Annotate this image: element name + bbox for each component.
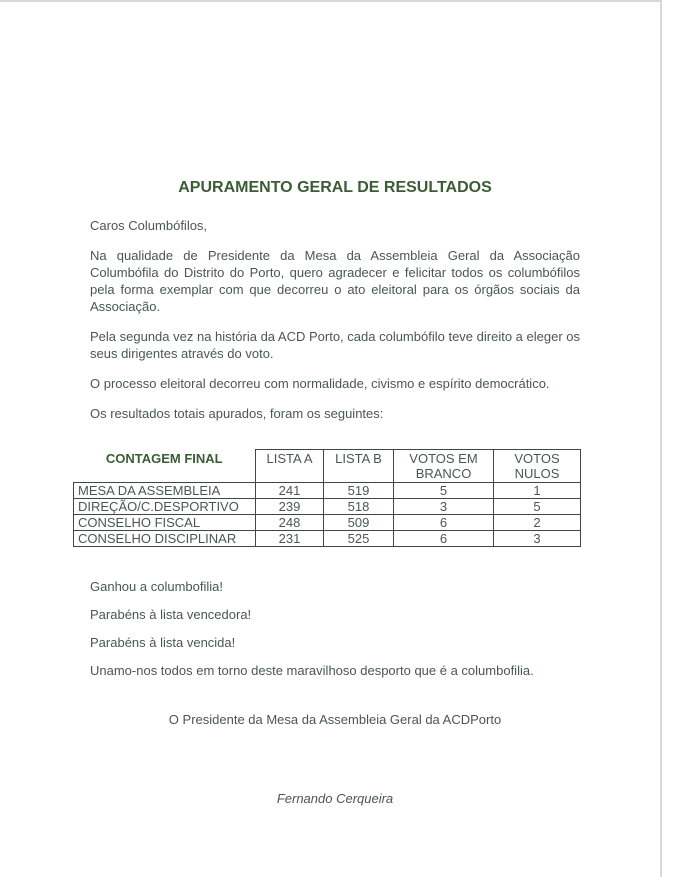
cell-value: 518 [324,499,394,515]
row-label: CONSELHO DISCIPLINAR [74,531,256,547]
cell-value: 519 [324,483,394,499]
page-title: APURAMENTO GERAL DE RESULTADOS [178,179,492,196]
paragraph-intro: Na qualidade de Presidente da Mesa da Assembleia Geral da Associação Columbófila do Distrito do Porto, quero agradecer e felicitar todos os columbófilos pela forma exemplar com que decorreu o ato eleitoral para os órgãos sociais da Associação. [90,248,580,314]
row-label: MESA DA ASSEMBLEIA [74,483,256,499]
cell-value: 525 [324,531,394,547]
column-header-lista-a: LISTA A [256,450,324,483]
signoff-role: O Presidente da Mesa da Assembleia Geral da ACDPorto [168,712,502,727]
table-header-row [74,450,581,483]
table-row [74,515,581,531]
paragraph-results-lead: Os resultados totais apurados, foram os seguintes: [90,406,384,421]
column-header-votos-brancos: VOTOS EM BRANCO [394,450,494,483]
results-table [73,449,581,547]
closing-line: Parabéns à lista vencedora! [90,607,252,622]
row-label: CONSELHO FISCAL [74,515,256,531]
paragraph-second-time: Pela segunda vez na história da ACD Porto, cada columbófilo teve direito a eleger os seus dirigentes através do voto. [90,329,580,361]
cell-value: 6 [394,515,494,531]
cell-value: 2 [494,515,581,531]
cell-value: 3 [494,531,581,547]
page-right-edge [660,0,662,877]
cell-value: 241 [256,483,324,499]
cell-value: 248 [256,515,324,531]
cell-value: 3 [394,499,494,515]
table-row [74,531,581,547]
cell-value: 239 [256,499,324,515]
row-label: DIREÇÃO/C.DESPORTIVO [74,499,256,515]
letter-content [78,0,580,807]
cell-value: 5 [494,499,581,515]
column-header-votos-nulos: VOTOS NULOS [494,450,581,483]
cell-value: 1 [494,483,581,499]
signature-name: Fernando Cerqueira [276,791,394,806]
cell-value: 5 [394,483,494,499]
closing-line: Unamo-nos todos em torno deste maravilhoso desporto que é a columbofilia. [90,663,534,678]
salutation: Caros Columbófilos, [90,218,208,233]
table-corner-label: CONTAGEM FINAL [105,450,223,466]
closing-line: Parabéns à lista vencida! [90,635,236,650]
closing-line: Ganhou a columbofilia! [90,579,223,594]
cell-value: 231 [256,531,324,547]
table-row [74,499,581,515]
paragraph-process: O processo eleitoral decorreu com normalidade, civismo e espírito democrático. [90,376,550,391]
column-header-lista-b: LISTA B [324,450,394,483]
cell-value: 6 [394,531,494,547]
cell-value: 509 [324,515,394,531]
table-row [74,483,581,499]
